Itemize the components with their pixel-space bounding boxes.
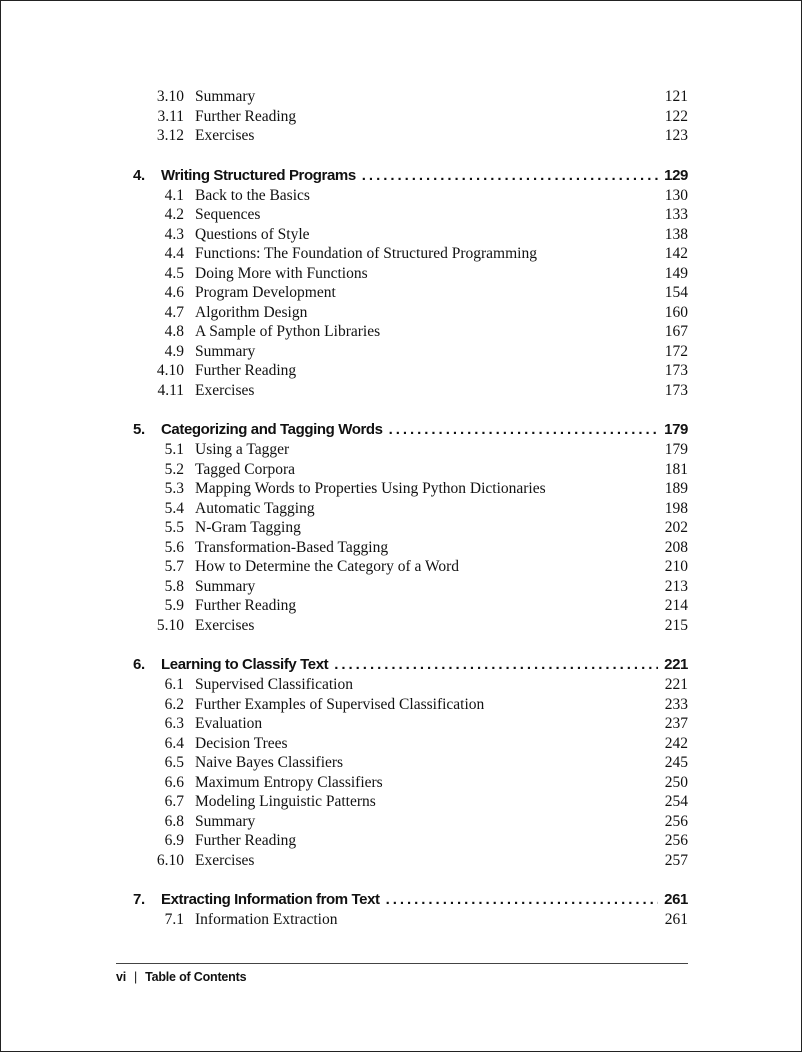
section-number: 5.8	[164, 577, 184, 595]
section-page: 245	[664, 754, 688, 771]
section-number: 6.7	[164, 793, 184, 810]
section-number: 5.9	[164, 597, 184, 614]
section-page: 181	[664, 460, 688, 478]
section-page: 215	[664, 616, 688, 634]
dot-leader	[334, 654, 658, 675]
toc-section[interactable]	[131, 361, 688, 381]
toc-section[interactable]	[131, 616, 688, 636]
section-number: 6.4	[164, 734, 184, 752]
chapter-title: Extracting Information from Text	[161, 891, 380, 908]
toc-section[interactable]	[131, 675, 688, 695]
section-title: N-Gram Tagging	[195, 519, 301, 536]
section-page: 122	[664, 107, 688, 125]
section-number: 5.7	[164, 558, 184, 575]
section-number: 6.6	[164, 773, 184, 791]
section-page: 250	[664, 773, 688, 791]
section-title: Mapping Words to Properties Using Python Dictionaries	[195, 480, 546, 497]
section-title: Summary	[195, 812, 256, 830]
toc-section[interactable]	[131, 734, 688, 754]
section-title: Sequences	[195, 206, 261, 223]
toc-section[interactable]	[131, 205, 688, 225]
section-number: 4.3	[164, 225, 184, 243]
section-title: Doing More with Functions	[195, 264, 368, 282]
section-number: 3.11	[157, 107, 184, 125]
section-page: 154	[664, 284, 688, 301]
toc-section[interactable]	[131, 322, 688, 342]
chapter-page: 179	[664, 421, 688, 438]
section-title: Program Development	[195, 284, 336, 301]
section-page: 256	[664, 832, 688, 849]
section-title: Summary	[195, 342, 256, 360]
section-number: 5.6	[164, 538, 184, 556]
toc-chapter-4[interactable]	[131, 165, 688, 186]
toc-chapter-7[interactable]	[131, 889, 688, 910]
section-number: 5.10	[156, 616, 184, 634]
section-title: Algorithm Design	[195, 303, 308, 321]
section-title: Using a Tagger	[195, 441, 290, 458]
chapter-title: Categorizing and Tagging Words	[161, 421, 383, 438]
toc-section[interactable]	[131, 499, 688, 519]
toc-section[interactable]	[131, 538, 688, 558]
section-number: 4.5	[164, 264, 184, 282]
section-title: Further Reading	[195, 107, 297, 125]
chapter-number: 6.	[133, 656, 145, 673]
section-title: Exercises	[195, 851, 255, 869]
dot-leader	[362, 165, 658, 186]
section-title: Information Extraction	[195, 911, 338, 928]
section-title: Maximum Entropy Classifiers	[195, 773, 383, 791]
section-number: 5.3	[164, 480, 184, 497]
page-footer	[116, 969, 246, 985]
toc-section[interactable]	[131, 303, 688, 323]
section-title: Supervised Classification	[195, 676, 353, 693]
section-title: Exercises	[195, 127, 255, 144]
footer-page-number: vi	[116, 970, 127, 984]
chapter-page: 261	[664, 891, 688, 908]
section-number: 6.10	[156, 851, 184, 869]
section-title: Automatic Tagging	[195, 499, 315, 517]
section-title: Exercises	[195, 381, 255, 399]
chapter-title: Writing Structured Programs	[161, 166, 356, 184]
toc-section[interactable]	[131, 518, 688, 538]
section-page: 198	[664, 499, 688, 517]
section-page: 242	[664, 734, 688, 752]
section-title: Summary	[195, 88, 256, 105]
toc-section[interactable]	[131, 851, 688, 871]
section-number: 4.11	[157, 381, 184, 399]
dot-leader	[386, 889, 659, 910]
toc-content	[131, 87, 688, 930]
toc-section[interactable]	[131, 440, 688, 460]
section-number: 5.2	[164, 460, 184, 478]
section-page: 167	[664, 323, 688, 340]
toc-section[interactable]	[131, 753, 688, 773]
section-page: 261	[664, 911, 688, 928]
section-title: Further Reading	[195, 362, 297, 379]
section-number: 5.4	[164, 499, 184, 517]
section-title: Modeling Linguistic Patterns	[195, 793, 376, 810]
toc-section[interactable]	[131, 264, 688, 284]
section-page: 121	[664, 88, 688, 105]
toc-section[interactable]	[131, 342, 688, 362]
section-page: 210	[664, 558, 688, 575]
toc-section[interactable]	[131, 126, 688, 146]
toc-section[interactable]	[131, 773, 688, 793]
section-page: 138	[664, 225, 688, 243]
toc-section[interactable]	[131, 107, 688, 127]
toc-section[interactable]	[131, 557, 688, 577]
section-number: 6.2	[164, 695, 184, 713]
section-title: Exercises	[195, 616, 255, 634]
toc-section[interactable]	[131, 283, 688, 303]
toc-section[interactable]	[131, 577, 688, 597]
toc-section[interactable]	[131, 910, 688, 930]
section-page: 257	[664, 851, 688, 869]
section-page: 123	[664, 127, 688, 144]
footer-rule	[116, 963, 688, 964]
section-number: 6.8	[164, 812, 184, 830]
section-number: 7.1	[164, 911, 184, 928]
section-page: 254	[664, 793, 688, 810]
toc-section[interactable]	[131, 186, 688, 206]
section-title: Further Reading	[195, 832, 297, 849]
section-number: 4.1	[164, 186, 184, 204]
toc-chapter-5[interactable]	[131, 419, 688, 440]
section-title: Questions of Style	[195, 225, 310, 243]
toc-section[interactable]	[131, 792, 688, 812]
section-page: 130	[664, 186, 688, 204]
toc-section[interactable]	[131, 244, 688, 264]
section-page: 133	[664, 206, 688, 223]
section-page: 189	[664, 480, 688, 497]
section-title: Functions: The Foundation of Structured Programming	[195, 245, 537, 262]
toc-section[interactable]	[131, 479, 688, 499]
chapter-number: 4.	[133, 166, 145, 184]
section-page: 221	[664, 676, 688, 693]
section-page: 172	[664, 342, 688, 360]
section-page: 256	[664, 812, 688, 830]
chapter-page: 129	[664, 166, 688, 184]
dot-leader	[389, 419, 659, 440]
section-page: 142	[664, 245, 688, 262]
chapter-title: Learning to Classify Text	[161, 656, 329, 673]
section-page: 173	[664, 362, 688, 379]
toc-section[interactable]	[131, 831, 688, 851]
chapter-number: 7.	[133, 891, 145, 908]
section-title: Decision Trees	[195, 734, 288, 752]
footer-separator: |	[134, 970, 138, 984]
section-number: 3.12	[156, 127, 184, 144]
section-page: 214	[664, 597, 688, 614]
section-number: 4.7	[164, 303, 184, 321]
chapter-number: 5.	[133, 421, 145, 438]
section-number: 4.6	[164, 284, 184, 301]
section-title: Summary	[195, 577, 256, 595]
section-number: 4.4	[164, 245, 184, 262]
toc-section[interactable]	[131, 381, 688, 401]
toc-section[interactable]	[131, 812, 688, 832]
section-title: Further Examples of Supervised Classification	[195, 695, 485, 713]
section-number: 6.3	[164, 715, 184, 732]
section-page: 173	[664, 381, 688, 399]
section-number: 6.9	[164, 832, 184, 849]
section-page: 179	[664, 441, 688, 458]
toc-section[interactable]	[131, 596, 688, 616]
footer-title: Table of Contents	[145, 970, 247, 984]
section-page: 160	[664, 303, 688, 321]
toc-section[interactable]	[131, 714, 688, 734]
toc-chapter-6[interactable]	[131, 654, 688, 675]
section-title: Transformation-Based Tagging	[195, 538, 389, 556]
toc-section[interactable]	[131, 695, 688, 715]
section-number: 4.2	[164, 206, 184, 223]
section-title: Naive Bayes Classifiers	[195, 754, 344, 771]
section-page: 233	[664, 695, 688, 713]
toc-section[interactable]	[131, 460, 688, 480]
section-title: Evaluation	[195, 715, 263, 732]
toc-section[interactable]	[131, 225, 688, 245]
section-title: How to Determine the Category of a Word	[195, 558, 460, 575]
section-number: 6.1	[164, 676, 184, 693]
section-number: 4.8	[164, 323, 184, 340]
section-title: Back to the Basics	[195, 186, 310, 204]
section-number: 4.10	[156, 362, 184, 379]
section-page: 208	[664, 538, 688, 556]
section-page: 149	[664, 264, 688, 282]
toc-section[interactable]	[131, 87, 688, 107]
chapter-page: 221	[664, 656, 688, 673]
section-title: Tagged Corpora	[195, 460, 296, 478]
section-number: 5.5	[164, 519, 184, 536]
section-title: A Sample of Python Libraries	[195, 323, 381, 340]
section-page: 237	[664, 715, 688, 732]
section-page: 202	[664, 519, 688, 536]
section-page: 213	[664, 577, 688, 595]
section-title: Further Reading	[195, 597, 297, 614]
section-number: 3.10	[156, 88, 184, 105]
section-number: 6.5	[164, 754, 184, 771]
section-number: 4.9	[164, 342, 184, 360]
section-number: 5.1	[164, 441, 184, 458]
